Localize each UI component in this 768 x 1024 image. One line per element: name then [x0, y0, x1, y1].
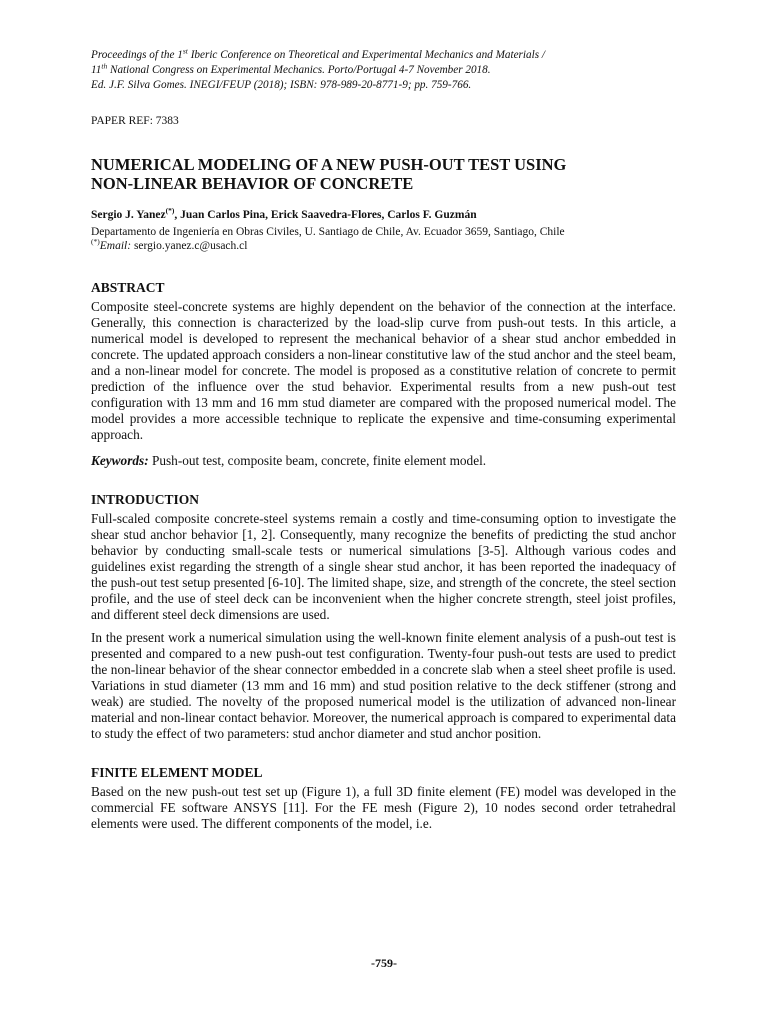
introduction-section [91, 491, 676, 742]
email-address: sergio.yanez.c@usach.cl [131, 240, 248, 252]
page-number: -759- [371, 956, 397, 970]
affiliation: Departamento de Ingeniería en Obras Civiles, U. Santiago de Chile, Av. Ecuador 3659, Santiago, Chile (*)Email: sergio.yanez.c@usach.cl [91, 226, 565, 252]
introduction-heading: INTRODUCTION [91, 492, 200, 507]
keywords: Keywords: Push-out test, composite beam, concrete, finite element model. [91, 453, 487, 468]
fem-section [91, 764, 676, 832]
abstract-section [91, 279, 676, 443]
fem-heading: FINITE ELEMENT MODEL [91, 765, 263, 780]
introduction-paragraph-1: Full-scaled composite concrete-steel systems remain a costly and time-consuming option to investigate the shear stud anchor behavior [1, 2]. Consequently, many recognize the benefits of predicting the stud anchor behavior by conducting small-scale tests or numerical simulations [3-5]. Although various codes and guidelines exist regarding the strength of a single shear stud anchor, it has been reported the inadequacy of the push-out test setup presented [6-10]. The limited shape, size, and strength of the concrete, the steel section profile, and the use of steel deck can be inconvenient when the higher concrete strength, steel joist profiles, and different steel deck dimensions are used. [91, 511, 677, 622]
proceedings-header: Proceedings of the 1st Iberic Conference on Theoretical and Experimental Mechanics and Materials / 11th National Congress on Experimental Mechanics. Porto/Portugal 4-7 November 2018. Ed. J.F. Silva Gomes. INEGI/FEUP (2018); ISBN: 978-989-20-8771-9; pp. 759-766. [91, 46, 545, 91]
paper-page [91, 48, 676, 832]
authors: Sergio J. Yanez(*), Juan Carlos Pina, Erick Saavedra-Flores, Carlos F. Guzmán [91, 206, 477, 221]
fem-paragraph-1: Based on the new push-out test set up (Figure 1), a full 3D finite element (FE) model was developed in the commercial FE software ANSYS [11]. For the FE mesh (Figure 2), 10 nodes second order tetrahedral elements were used. The different components of the model, i.e. [91, 784, 676, 831]
introduction-paragraph-2: In the present work a numerical simulation using the well-known finite element analysis of a push-out test is presented and compared to a new push-out test configuration. Twenty-four push-out tests are used to predict the non-linear behavior of the shear connector embedded in a concrete slab when a steel sheet profile is used. Variations in stud diameter (13 mm and 16 mm) and stud position relative to the deck stiffener (strong and weak) are studied. The novelty of the proposed numerical model is the utilization of advanced non-linear material and non-linear contact behavior. Moreover, the numerical approach is compared to experimental data to study the effect of two parameters: stud anchor diameter and stud anchor position. [91, 630, 676, 741]
paper-title: NUMERICAL MODELING OF A NEW PUSH-OUT TEST USING NON-LINEAR BEHAVIOR OF CONCRETE [91, 155, 567, 193]
abstract-heading: ABSTRACT [91, 280, 165, 295]
abstract-text: Composite steel-concrete systems are highly dependent on the behavior of the connection at the interface. Generally, this connection is characterized by the load-slip curve from push-out tests. In this article, a numerical model is developed to represent the mechanical behavior of a shear stud anchor embedded in concrete. The updated approach considers a non-linear constitutive law of the stud anchor and the steel beam, and a non-linear model for concrete. The model is proposed as a constitutive relation of concrete to permit prediction of the influence over the stud behavior. Experimental results from a new push-out test configuration with 13 mm and 16 mm stud diameter are compared with the proposed numerical model. The model provides a more accessible technique to replicate the expensive and time-consuming experimental approach. [91, 299, 676, 442]
paper-ref: PAPER REF: 7383 [91, 115, 179, 127]
